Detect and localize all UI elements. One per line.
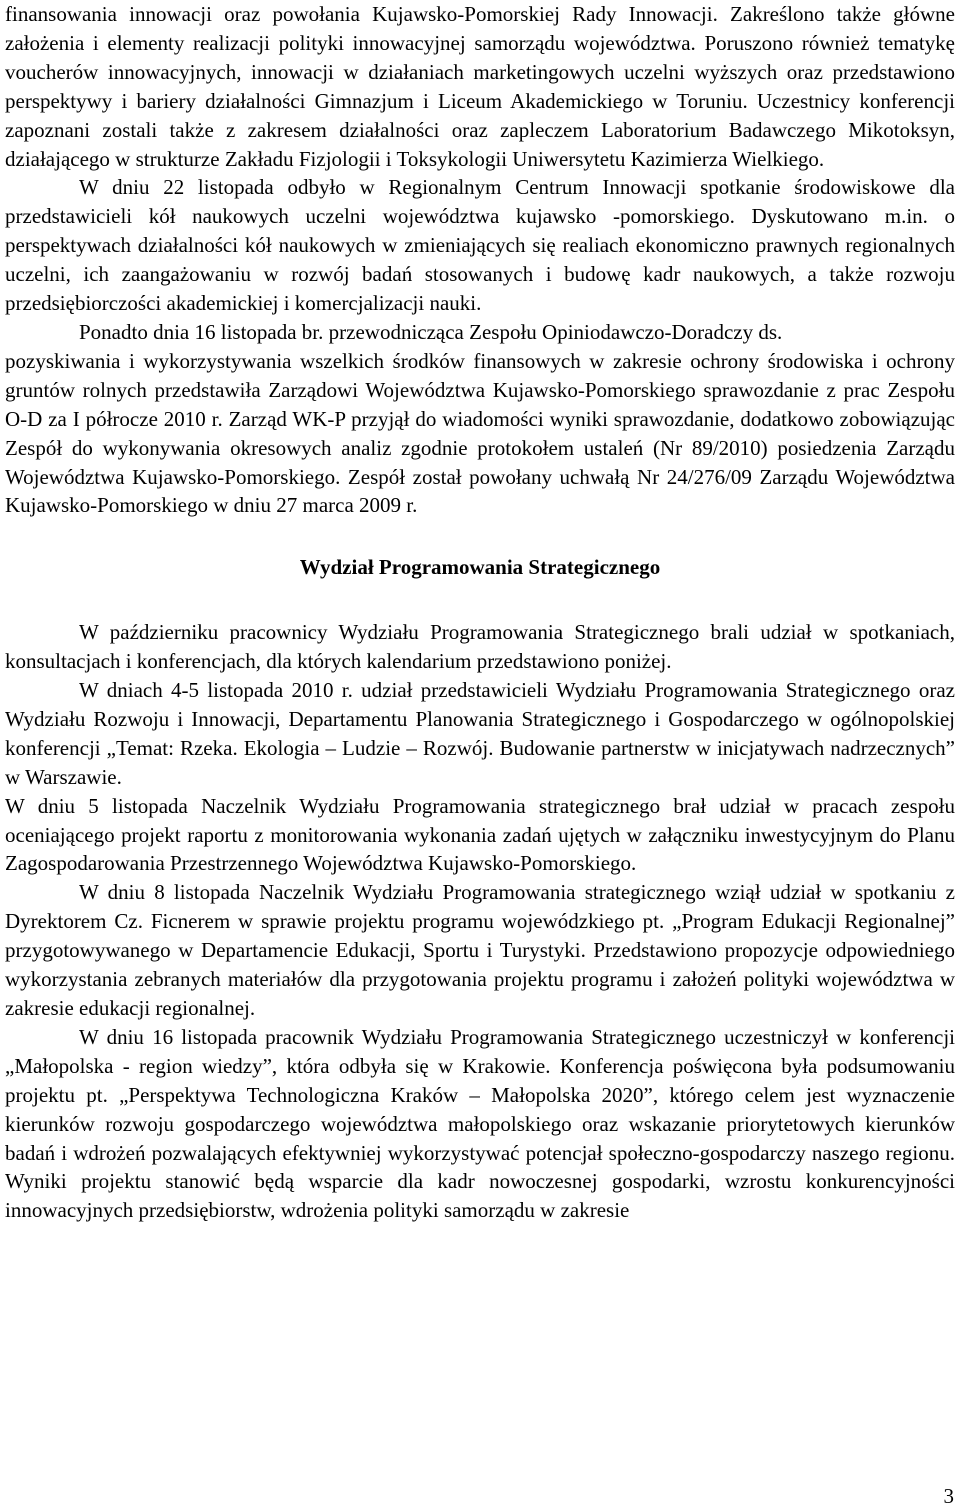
paragraph-malopolska-conference: W dniu 16 listopada pracownik Wydziału Programowania Strategicznego uczestniczył w konferencji „Małopolska - region wiedzy”, która odbyła się w Krakowie. Konferencja poświęcona była podsumowaniu projektu pt. „Perspektywa Technologiczna Kraków – Małopolska 2020”, którego celem jest wyznaczenie kierunków rozwoju gospodarczego województwa małopolskiego oraz wskazanie priorytetowych kierunków badań i wdrożeń pozwalających efektywniej wykorzystywać potencjał społeczno-gospodarczy naszego regionu. Wyniki projektu stanowić będą wsparcie dla kadr nowoczesnej gospodarki, wzrostu konkurencyjności innowacyjnych przedsiębiorstw, wdrożenia polityki samorządu w zakresie — [5, 1024, 955, 1223]
paragraph-river-conference: W dniach 4-5 listopada 2010 r. udział przedstawicieli Wydziału Programowania Strategicznego oraz Wydziału Rozwoju i Innowacji, Departamentu Planowania Strategicznego i Gospodarczego w ogólnopolskiej konferencji „Temat: Rzeka. Ekologia – Ludzie – Rozwój. Budowanie partnerstw w inicjatywach nadrzecznych” w Warszawie. — [5, 678, 955, 789]
paragraph-october-activities: W październiku pracownicy Wydziału Programowania Strategicznego brali udział w spotkaniach, konsultacjach i konferencjach, dla których kalendarium przedstawiono poniżej. — [5, 620, 955, 674]
paragraph-advisory-team-report: pozyskiwania i wykorzystywania wszelkich środków finansowych w zakresie ochrony środowiska i ochrony gruntów rolnych przedstawiła Zarządowi Województwa Kujawsko-Pomorskiego sprawozdanie z prac Zespołu O-D za I półrocze 2010 r. Zarząd WK-P przyjął do wiadomości wyniki sprawozdanie, dodatkowo zobowiązując Zespół do wykonywania okresowych analiz zgodnie protokołem ustaleń (Nr 89/2010) posiedzenia Zarządu Województwa Kujawsko-Pomorskiego. Zespół został powołany uchwałą Nr 24/276/09 Zarządu Województwa Kujawsko-Pomorskiego w dniu 27 marca 2009 r. — [5, 348, 955, 518]
spacer — [5, 582, 955, 618]
paragraph-regional-education: W dniu 8 listopada Naczelnik Wydziału Programowania strategicznego wziął udział w spotkaniu z Dyrektorem Cz. Ficnerem w sprawie projektu programu wojewódzkiego pt. „Program Edukacji Regionalnej” przygotowywanego w Departamencie Edukacji, Sportu i Turystyki. Przedstawiono propozycje odpowiedniego wykorzystania zebranych materiałów dla przygotowania projektu programu i założeń polityki województwa w zakresie edukacji regionalnej. — [5, 880, 955, 1020]
section-heading: Wydział Programowania Strategicznego — [299, 555, 661, 580]
document-page — [5, 0, 955, 1225]
page-number: 3 — [943, 1484, 954, 1508]
paragraph-science-clubs-meeting: W dniu 22 listopada odbyło w Regionalnym Centrum Innowacji spotkanie środowiskowe dla przedstawicieli kół naukowych uczelni województwa kujawsko -pomorskiego. Dyskutowano m.in. o perspektywach działalności kół naukowych w zmieniających się realiach ekonomiczno prawnych regionalnych uczelni, ich zaangażowaniu w rozwój badań stosowanych i budowę kadr naukowych, a także rozwoju przedsiębiorczości akademickiej i komercjalizacji nauki. — [5, 175, 955, 316]
paragraph-innovation-conference: finansowania innowacji oraz powołania Kujawsko-Pomorskiej Rady Innowacji. Zakreślono także główne założenia i elementy realizacji polityki innowacyjnej samorządu województwa. Poruszono również tematykę voucherów innowacyjnych, innowacji w działaniach marketingowych uczelni wyższych oraz przedstawiono perspektywy i bariery działalności Gimnazjum i Liceum Akademickiego w Toruniu. Uczestnicy konferencji zapoznani zostali także z zakresem działalności oraz zapleczem Laboratorium Badawczego Mikotoksyn, działającego w strukturze Zakładu Fizjologii i Toksykologii Uniwersytetu Kazimierza Wielkiego. — [5, 2, 955, 171]
paragraph-advisory-team-intro: Ponadto dnia 16 listopada br. przewodnicząca Zespołu Opiniodawczo-Doradczy ds. — [79, 319, 783, 344]
spacer — [5, 520, 955, 553]
paragraph-monitoring-report: W dniu 5 listopada Naczelnik Wydziału Programowania strategicznego brał udział w pracach zespołu oceniającego projekt raportu z monitorowania wykonania zadań ujętych w załączniku inwestycyjnym do Planu Zagospodarowania Przestrzennego Województwa Kujawsko-Pomorskiego. — [5, 793, 955, 876]
